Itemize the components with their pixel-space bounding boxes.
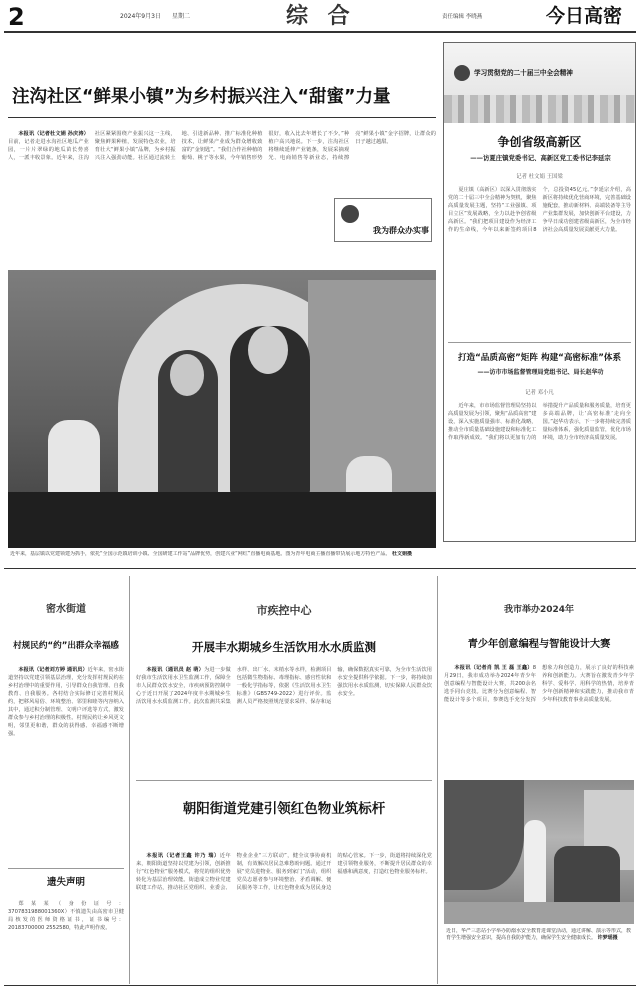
special-body-1 <box>448 186 631 336</box>
special-banner-title: 学习贯彻党的二十届三中全会精神 <box>474 69 573 77</box>
left-byline: 本报讯（记者刘方婷 通讯员） <box>18 667 88 673</box>
right-text: 8月29日，我市成功举办2024年青少年创意编程与智能设计大赛，共200余名选手同台竞技。比赛分为创意编程、智能设计等多个项目，参赛选手充分发挥想象力和创造力，展示了良好的科技素养和创新能力。大赛旨在激发青少年学科学、爱科学、用科学的热情，培养青少年创新精神和实践能力，推动我市青少年科技教育事业高质量发展。 <box>444 665 634 703</box>
left-divider <box>8 868 124 869</box>
photo-face-right <box>248 326 288 374</box>
special-text-2: 近年来，市市场监督管理局坚持以高质量发展为引领，聚焦“品质高密”建设，深入实施质量强市、标准化战略，推动全市质量基础设施建设和标准化工作取得新成效。“我们将以更加有力的举措提升产品质量和服务质量，培育更多高端品牌，让‘高密标准’走向全国。”赵华功表示，下一步将持续完善质量标准体系，强化质量监管，优化市场环境，助力全市经济高质量发展。 <box>448 403 631 441</box>
issue-weekday: 星期二 <box>172 13 191 20</box>
masthead <box>0 0 640 36</box>
special-subhead-1: ——访夏庄镇党委书记、高新区党工委书记李延宗 <box>470 154 611 162</box>
center-column-name: 市疾控中心 <box>256 604 312 617</box>
bottom-rule <box>4 985 636 986</box>
center-byline-2: 本报讯（记者王鑫 许乃 瑞） <box>146 853 220 859</box>
center-divider <box>136 780 432 781</box>
lead-headline: 注沟社区“鲜果小镇”为乡村振兴注入“甜蜜”力量 <box>12 87 391 107</box>
right-photo-caption <box>446 928 634 984</box>
lost-notice-body <box>8 900 124 964</box>
lost-notice-title: 遗失声明 <box>46 877 85 888</box>
right-photo-credit: 许梦瑶摄 <box>597 935 618 941</box>
special-headline-1: 争创省级高新区 <box>497 135 582 149</box>
lead-photo-credit: 杜文娟摄 <box>391 551 412 557</box>
center-headline-2: 朝阳街道党建引领红色物业筑标杆 <box>182 801 386 817</box>
center-column-separator <box>437 576 438 984</box>
center-text-2: 近年来，朝阳街道坚持以党建为引领，创新推行“红色物业”服务模式，将党的组织优势转化为基层治理效能。街道成立物业党建联建工作站，推动社区党组织、业委会、物业企业“三方联动”，健全议事协商机制，有效解决居民急难愁盼问题。通过开展“党员进物业、服务到家门”活动，组织党员志愿者参与环境整治、矛盾调解、便民服务等工作，让红色物业成为居民身边的贴心管家。下一步，街道将持续深化党建引领物业服务，不断提升居民群众的幸福感和满意度，打造红色物业服务标杆。 <box>136 853 432 891</box>
photo-teacher <box>524 820 546 904</box>
party-emblem-icon <box>454 65 470 81</box>
lead-photo <box>8 270 436 548</box>
right-byline: 本报讯（记者肖 凯 王 磊 王鑫） <box>454 665 533 671</box>
center-headline: 开展丰水期城乡生活饮用水水质监测 <box>192 640 376 654</box>
left-column-separator <box>129 576 130 984</box>
lead-headline-rule <box>8 117 436 118</box>
editor-credit: 责任编辑 李晓燕 <box>442 14 483 20</box>
special-reporter-2: 记者 邓小凡 <box>525 390 554 396</box>
right-headline: 青少年创意编程与智能设计大赛 <box>467 639 611 650</box>
photo-table <box>8 492 436 548</box>
special-reporter-1: 记者 杜文娟 王国梁 <box>516 174 563 180</box>
special-divider <box>448 342 631 343</box>
left-text: 近年来，密水街道坚持以党建引领基层治理，充分发挥村规民约在乡村治理中的重要作用，引导群众自我管理、自我教育、自我服务。各村结合实际修订完善村规民约，把移风易俗、环境整治、邻里和睦等内容纳入其中，通过积分制管理、文明户评选等方式，激发群众参与乡村治理的积极性。村规民约让乡风更文明，邻里更和谐，群众的获得感、幸福感不断增强。 <box>8 667 124 737</box>
service-badge-label: 我为群众办实事 <box>373 226 429 235</box>
photo-figurine-left <box>48 420 100 500</box>
special-banner <box>444 43 635 123</box>
special-headline-2: 打造“品质高密”矩阵 构建“高密标准”体系 <box>457 353 622 363</box>
page-number: 2 <box>8 3 25 31</box>
left-body <box>8 666 124 862</box>
right-kicker: 我市举办2024年 <box>503 605 575 615</box>
photo-ground <box>444 902 634 924</box>
section-name: 综 合 <box>286 3 356 29</box>
center-text: 为进一步做好我市生活饮用水卫生监测工作，保障全市人民群众饮水安全，市疾病预防控制中心于近日开展了2024年度丰水期城乡生活饮用水水质监测工作。此次监测共采集水样、出厂水、末梢水等水样，检测项目包括微生物指标、毒理指标、感官性状和一般化学指标等，依据《生活饮用水卫生标准》（GB5749-2022）进行评价。监测人员严格按照规范要求采样、保存和运输，确保数据真实可靠，为全市生活饮用水安全提供科学依据。下一步，将持续加强饮用水水质监测，切实保障人民群众饮水安全。 <box>136 667 432 705</box>
right-body <box>444 664 634 776</box>
special-body-2 <box>448 402 631 538</box>
skyline-graphic <box>444 95 635 123</box>
left-headline: 村规民约“约”出群众幸福感 <box>13 641 119 651</box>
center-body-2 <box>136 852 432 982</box>
right-photo <box>444 780 634 924</box>
left-column-name: 密水街道 <box>46 604 86 615</box>
photo-students <box>554 846 620 906</box>
lead-caption-text: 近年来，基层镇以党建领建为抓手，依托“全国示范镇培训小镇、全国研建工作站”品牌优势，创建兴业“网红”直播电商基地。图为青年电商主播直播带货展示地方特色产品。 <box>10 551 391 557</box>
paper-name-logo: 今日高密 <box>546 5 623 27</box>
special-text-1: 夏庄镇（高新区）以深入贯彻落实党的二十届三中全会精神为契机，聚焦高质量发展主题，坚持“工业强镇、项目立区”发展战略，全力以赴争创省级高新区。“我们把项目建设作为经济工作的生命线，今年以来新签约项目8个，总投资45亿元。”李延宗介绍，高新区将持续优化营商环境，完善基础设施配套，推动新材料、高端装备等主导产业集群发展，加快创新平台建设，力争早日成功创建省级高新区，为全市经济社会高质量发展贡献更大力量。 <box>448 187 631 233</box>
masthead-rule <box>4 31 636 33</box>
party-emblem-icon <box>341 205 359 223</box>
issue-date: 2024年9月3日 <box>120 13 161 20</box>
mid-page-rule <box>4 568 636 569</box>
special-subhead-2: ——访市市场监督管理局党组书记、局长赵华功 <box>477 369 604 376</box>
lead-byline: 本报讯（记者杜文娟 孙庆涛） <box>18 131 89 137</box>
lead-text: 目前，记者走进水沟社区地瓜产业园，一片片翠绿的地瓜苗长势喜人，一派丰收景象。近年来，注沟社区紧紧围绕产业振兴这一主线，聚焦鲜果种植，发展特色农业，培育壮大“鲜果小镇”品牌，为乡村振兴注入强劲动能。社区通过流转土地、引进新品种、推广标准化种植技术，让鲜果产业成为群众增收致富的“金钥匙”。“我们合作社种植的葡萄、桃子等水果，今年销售形势很好，收入比去年增长了不少。”种植户高兴地说。下一步，注沟社区将继续延伸产业链条，发展采摘观光、电商销售等新业态，持续擦亮“鲜果小镇”金字招牌，让群众的日子越过越甜。 <box>8 131 436 161</box>
photo-face-left <box>170 354 204 396</box>
center-byline: 本报讯（通讯员 赵 萌） <box>146 667 204 673</box>
right-caption-text: 近日，华严三思站小学举办防溺水安全教育进课堂活动，通过讲解、演示等形式，教育学生增强安全意识，提高自我防护能力，确保学生安全健康成长。 <box>446 928 632 941</box>
lost-notice-text: 郑某某（身份证号：3707831988001360X）不慎遗失由高密市卫健局核发的医师资格证书，证书编号：20183700000 2552580，特此声明作废。 <box>8 901 124 931</box>
photo-tree <box>444 780 524 890</box>
lead-photo-caption <box>10 551 434 565</box>
center-body <box>136 666 432 772</box>
service-badge <box>334 198 432 242</box>
